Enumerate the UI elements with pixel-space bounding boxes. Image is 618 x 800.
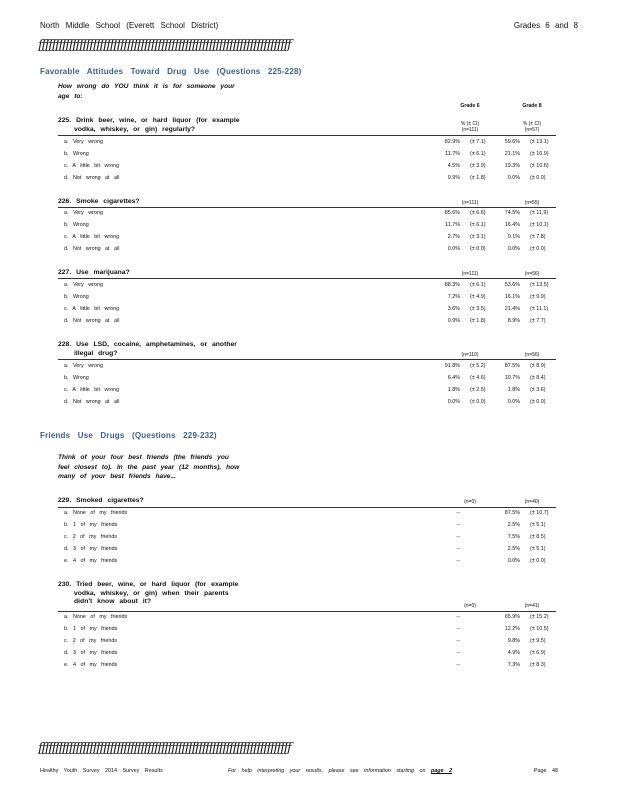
grade8-pct: 74.5% bbox=[504, 210, 520, 216]
grade8-pct: 7.5% bbox=[507, 534, 520, 540]
question-line: vodka, whiskey, or gin) regularly? bbox=[74, 125, 196, 133]
n-grade6: (n=110) bbox=[461, 352, 479, 358]
grade6-pct: 11.7% bbox=[445, 151, 460, 157]
answer-label: c. A little bit wrong bbox=[64, 387, 120, 393]
answer-row bbox=[64, 149, 558, 160]
answer-label: b. Wrong bbox=[64, 222, 89, 228]
decorative-rule-top: ƒƒƒƒƒƒƒƒƒƒƒƒƒƒƒƒƒƒƒƒƒƒƒƒƒƒƒƒƒƒƒƒƒƒƒƒƒƒƒƒƒƒƒƒƒƒƒƒƒƒƒƒƒƒƒƒƒƒƒƒƒƒƒƒƒƒƒƒƒƒƒƒƒƒ bbox=[38, 38, 291, 53]
grade8-ci: (± 9.9) bbox=[530, 294, 546, 300]
grade6-ci: (± 6.1) bbox=[470, 151, 486, 157]
answer-row bbox=[64, 173, 558, 184]
answer-row bbox=[64, 361, 558, 372]
grade6-ci: (± 2.5) bbox=[470, 387, 486, 393]
column-header-grade6: Grade 6 bbox=[460, 103, 480, 109]
grade6-pct: -- bbox=[456, 558, 460, 564]
grade6-pct: 2.7% bbox=[447, 234, 460, 240]
grade8-pct: 21.1% bbox=[504, 151, 520, 157]
answer-label: a. None of my friends bbox=[64, 614, 128, 620]
answer-row bbox=[64, 373, 558, 384]
footer-survey-title: Healthy Youth Survey 2014 Survey Results bbox=[40, 768, 163, 774]
answer-label: d. Not wrong at all bbox=[64, 318, 120, 324]
section-intro-attitudes bbox=[58, 82, 235, 101]
answer-label: c. A little bit wrong bbox=[64, 163, 120, 169]
answer-row bbox=[64, 612, 558, 623]
grade6-pct: -- bbox=[456, 638, 460, 644]
answer-row bbox=[64, 624, 558, 635]
answer-row bbox=[64, 508, 558, 519]
n-grade8: (n=56) bbox=[524, 271, 540, 277]
grade6-ci: (± 3.9) bbox=[470, 163, 486, 169]
answer-row bbox=[64, 660, 558, 671]
answer-row bbox=[64, 161, 558, 172]
question-229-title bbox=[58, 497, 144, 506]
answer-row bbox=[64, 304, 558, 315]
answer-row bbox=[64, 292, 558, 303]
answer-row bbox=[64, 208, 558, 219]
grade6-pct: -- bbox=[456, 650, 460, 656]
answer-label: e. 4 of my friends bbox=[64, 558, 118, 564]
n-grade8: (n=40) bbox=[524, 499, 540, 505]
answer-row bbox=[64, 232, 558, 243]
grade8-ci: (± 0.0) bbox=[530, 399, 546, 405]
grade8-pct: 59.6% bbox=[504, 139, 520, 145]
grade8-pct: 2.5% bbox=[507, 522, 520, 528]
n-grade6: (n=0) bbox=[464, 603, 476, 609]
answer-row bbox=[64, 316, 558, 327]
grade8-pct: 0.0% bbox=[507, 558, 520, 564]
grade8-ci: (± 3.6) bbox=[530, 387, 546, 393]
grade8-pct: 2.5% bbox=[507, 546, 520, 552]
decorative-rule-bottom: ƒƒƒƒƒƒƒƒƒƒƒƒƒƒƒƒƒƒƒƒƒƒƒƒƒƒƒƒƒƒƒƒƒƒƒƒƒƒƒƒƒƒƒƒƒƒƒƒƒƒƒƒƒƒƒƒƒƒƒƒƒƒƒƒƒƒƒƒƒƒƒƒƒƒ bbox=[38, 741, 291, 756]
grade8-pct: 1.8% bbox=[507, 387, 520, 393]
grade8-ci: (± 11.9) bbox=[530, 210, 549, 216]
grade8-ci: (± 8.3) bbox=[530, 662, 546, 668]
answer-label: b. Wrong bbox=[64, 375, 89, 381]
question-line: didn't know about it? bbox=[74, 598, 152, 606]
grade6-ci: (± 0.0) bbox=[470, 399, 486, 405]
answer-label: c. A little bit wrong bbox=[64, 234, 120, 240]
grade8-ci: (± 11.1) bbox=[530, 306, 549, 312]
grade6-pct: 82.9% bbox=[444, 139, 460, 145]
grade6-ci: (± 3.5) bbox=[470, 306, 486, 312]
answer-row bbox=[64, 280, 558, 291]
answer-label: a. Very wrong bbox=[64, 282, 103, 288]
grade6-pct: 0.9% bbox=[447, 318, 460, 324]
grade6-ci: (± 6.1) bbox=[470, 222, 486, 228]
n-grade6: (n=111) bbox=[461, 200, 479, 206]
grade6-ci: (± 3.1) bbox=[470, 234, 486, 240]
n-grade6: (n=0) bbox=[464, 499, 476, 505]
grade6-ci: (± 7.1) bbox=[470, 139, 486, 145]
answer-row bbox=[64, 220, 558, 231]
answer-label: c. A little bit wrong bbox=[64, 306, 120, 312]
section-intro-friends bbox=[58, 453, 239, 482]
answer-row bbox=[64, 244, 558, 255]
grade6-pct: -- bbox=[456, 534, 460, 540]
answer-row bbox=[64, 520, 558, 531]
grade6-pct: -- bbox=[456, 522, 460, 528]
intro-line: age to: bbox=[58, 92, 83, 100]
answer-label: a. Very wrong bbox=[64, 210, 103, 216]
intro-line: Think of your four best friends (the friends you bbox=[58, 454, 229, 461]
grade6-ci: (± 6.1) bbox=[470, 282, 486, 288]
grade8-pct: 65.9% bbox=[504, 614, 520, 620]
grade8-pct: 0.0% bbox=[507, 399, 520, 405]
grade8-pct: 4.9% bbox=[507, 650, 520, 656]
question-line: 228. Use LSD, cocaine, amphetamines, or another bbox=[58, 341, 237, 348]
footer-help-text: For help interpreting your results, please see information starting on bbox=[228, 768, 426, 774]
grade6-pct: 0.0% bbox=[447, 399, 460, 405]
n-grade6: (n=111) bbox=[461, 271, 479, 277]
question-225-title bbox=[58, 117, 240, 134]
answer-row bbox=[64, 556, 558, 567]
grade6-pct: -- bbox=[456, 546, 460, 552]
grade8-pct: 0.0% bbox=[507, 175, 520, 181]
grade6-pct: -- bbox=[456, 614, 460, 620]
grade6-ci: (± 1.8) bbox=[470, 175, 486, 181]
grade8-ci: (± 8.5) bbox=[530, 534, 546, 540]
ci-header-grade8: % (± CI) bbox=[522, 121, 542, 127]
grade8-pct: 16.1% bbox=[504, 294, 520, 300]
school-name: North Middle School (Everett School District) bbox=[40, 21, 219, 30]
answer-row bbox=[64, 648, 558, 659]
answer-label: b. Wrong bbox=[64, 151, 89, 157]
grade8-pct: 12.2% bbox=[504, 626, 520, 632]
intro-line: many of your best friends have... bbox=[58, 473, 176, 480]
question-230-title bbox=[58, 581, 238, 607]
grade6-pct: -- bbox=[456, 626, 460, 632]
grade8-ci: (± 8.4) bbox=[530, 375, 546, 381]
grade8-pct: 10.7% bbox=[504, 375, 520, 381]
grade8-ci: (± 10.6) bbox=[530, 163, 549, 169]
intro-line: feel closest to). In the past year (12 months), how bbox=[58, 463, 240, 471]
grade6-pct: -- bbox=[456, 510, 460, 516]
question-line: 227. Use marijuana? bbox=[58, 269, 130, 276]
grade8-pct: 87.5% bbox=[504, 363, 520, 369]
page-2-link[interactable]: page 2 bbox=[431, 768, 453, 774]
n-grade8: (n=56) bbox=[524, 352, 540, 358]
grade8-ci: (± 0.0) bbox=[530, 246, 546, 252]
page-number: Page 48 bbox=[533, 768, 558, 774]
answer-label: a. None of my friends bbox=[64, 510, 128, 516]
grade6-pct: -- bbox=[456, 662, 460, 668]
question-228-title bbox=[58, 341, 237, 358]
grade6-pct: 0.9% bbox=[447, 175, 460, 181]
question-rule bbox=[58, 135, 556, 136]
grade6-ci: (± 4.9) bbox=[470, 294, 486, 300]
grade6-pct: 6.4% bbox=[447, 375, 460, 381]
footer-help-note bbox=[228, 768, 452, 774]
grade8-pct: 7.3% bbox=[507, 662, 520, 668]
grade6-ci: (± 1.8) bbox=[470, 318, 486, 324]
answer-row bbox=[64, 397, 558, 408]
answer-row bbox=[64, 532, 558, 543]
grade8-pct: 9.1% bbox=[507, 234, 520, 240]
grade8-pct: 21.4% bbox=[504, 306, 520, 312]
grade8-ci: (± 15.2) bbox=[530, 614, 549, 620]
grade8-ci: (± 5.1) bbox=[530, 522, 546, 528]
grade6-pct: 88.3% bbox=[444, 282, 460, 288]
grade8-ci: (± 9.5) bbox=[530, 638, 546, 644]
grade8-ci: (± 7.8) bbox=[530, 234, 546, 240]
question-line: 225. Drink beer, wine, or hard liquor (for example bbox=[58, 117, 240, 124]
answer-label: b. Wrong bbox=[64, 294, 89, 300]
grade6-ci: (± 0.0) bbox=[470, 246, 486, 252]
grade6-pct: 91.8% bbox=[444, 363, 460, 369]
answer-label: d. 3 of my friends bbox=[64, 546, 118, 552]
question-line: vodka, whiskey, or gin) when their parents bbox=[74, 589, 229, 597]
grade8-pct: 19.3% bbox=[504, 163, 520, 169]
answer-label: c. 2 of my friends bbox=[64, 638, 118, 644]
answer-label: d. Not wrong at all bbox=[64, 246, 120, 252]
intro-line: How wrong do YOU think it is for someone your bbox=[58, 83, 235, 90]
grade8-ci: (± 7.7) bbox=[530, 318, 546, 324]
answer-row bbox=[64, 636, 558, 647]
question-line: 230. Tried beer, wine, or hard liquor (for example bbox=[58, 581, 239, 588]
answer-row bbox=[64, 385, 558, 396]
grade6-pct: 7.2% bbox=[447, 294, 460, 300]
grade8-ci: (± 0.0) bbox=[530, 558, 546, 564]
answer-label: d. Not wrong at all bbox=[64, 175, 120, 181]
n-grade8: (n=41) bbox=[524, 603, 540, 609]
answer-label: b. 1 of my friends bbox=[64, 522, 118, 528]
grade8-pct: 87.5% bbox=[504, 510, 520, 516]
n-grade8: (n=57) bbox=[524, 127, 540, 133]
grade8-ci: (± 10.1) bbox=[530, 222, 549, 228]
grade6-ci: (± 4.6) bbox=[470, 375, 486, 381]
grade8-ci: (± 10.7) bbox=[530, 510, 549, 516]
grade6-pct: 11.7% bbox=[445, 222, 460, 228]
answer-label: a. Very wrong bbox=[64, 363, 103, 369]
grade8-ci: (± 8.9) bbox=[530, 363, 546, 369]
grade6-pct: 3.6% bbox=[447, 306, 460, 312]
answer-label: a. Very wrong bbox=[64, 139, 103, 145]
grade6-pct: 1.8% bbox=[447, 387, 460, 393]
ci-header-grade6: % (± CI) bbox=[460, 121, 480, 127]
grade6-pct: 4.5% bbox=[447, 163, 460, 169]
section-title-friends: Friends Use Drugs (Questions 229-232) bbox=[40, 431, 217, 440]
grade6-ci: (± 5.2) bbox=[470, 363, 486, 369]
grade6-ci: (± 6.6) bbox=[470, 210, 486, 216]
grade8-pct: 16.4% bbox=[504, 222, 520, 228]
grade8-pct: 53.6% bbox=[504, 282, 520, 288]
answer-row bbox=[64, 544, 558, 555]
grade8-ci: (± 10.5) bbox=[530, 626, 549, 632]
grade8-ci: (± 10.9) bbox=[530, 151, 549, 157]
grade8-ci: (± 0.0) bbox=[530, 175, 546, 181]
grade8-pct: 0.0% bbox=[507, 246, 520, 252]
grade8-ci: (± 6.9) bbox=[530, 650, 546, 656]
question-line: illegal drug? bbox=[74, 349, 118, 357]
section-title-attitudes: Favorable Attitudes Toward Drug Use (Questions 225-228) bbox=[40, 67, 302, 76]
answer-row bbox=[64, 137, 558, 148]
grades-label: Grades 6 and 8 bbox=[513, 21, 578, 30]
answer-label: d. Not wrong at all bbox=[64, 399, 120, 405]
grade8-pct: 8.9% bbox=[507, 318, 520, 324]
grade6-pct: 0.0% bbox=[447, 246, 460, 252]
answer-label: c. 2 of my friends bbox=[64, 534, 118, 540]
question-227-title bbox=[58, 269, 130, 278]
answer-label: d. 3 of my friends bbox=[64, 650, 118, 656]
n-grade6: (n=111) bbox=[461, 127, 479, 133]
question-line: 229. Smoked cigarettes? bbox=[58, 497, 144, 504]
answer-label: e. 4 of my friends bbox=[64, 662, 118, 668]
grade8-ci: (± 5.1) bbox=[530, 546, 546, 552]
answer-label: b. 1 of my friends bbox=[64, 626, 118, 632]
question-226-title bbox=[58, 198, 140, 207]
grade6-pct: 85.6% bbox=[444, 210, 460, 216]
column-header-grade8: Grade 8 bbox=[522, 103, 542, 109]
n-grade8: (n=55) bbox=[524, 200, 540, 206]
grade8-ci: (± 13.1) bbox=[530, 139, 549, 145]
question-rule bbox=[58, 359, 556, 360]
question-line: 226. Smoke cigarettes? bbox=[58, 198, 140, 205]
question-rule bbox=[58, 278, 556, 279]
grade8-pct: 9.8% bbox=[507, 638, 520, 644]
grade8-ci: (± 13.5) bbox=[530, 282, 549, 288]
